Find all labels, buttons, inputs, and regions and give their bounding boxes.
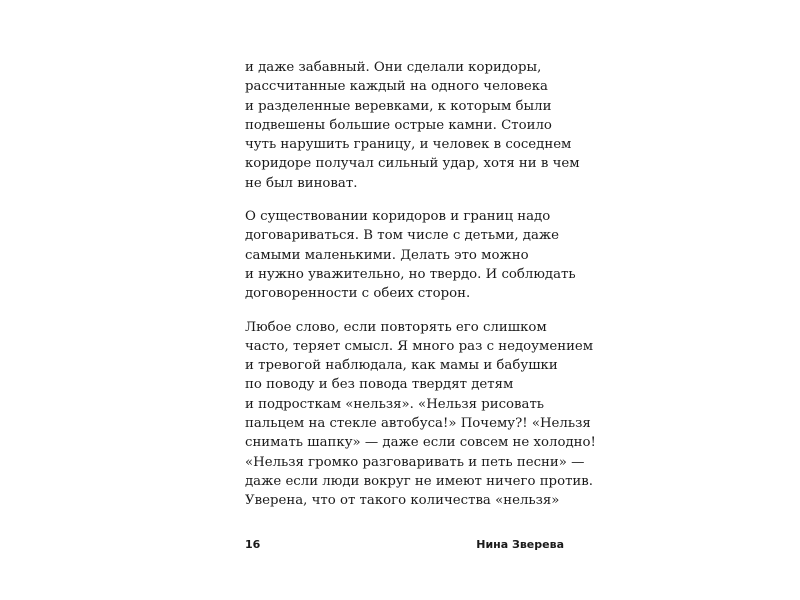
text-line: пальцем на стекле автобуса!» Почему?! «Нельзя — [245, 416, 591, 432]
text-line: коридоре получал сильный удар, хотя ни в чем — [245, 156, 580, 172]
text-line: Любое слово, если повторять его слишком — [245, 319, 547, 335]
author-name: Нина Зверева — [476, 538, 564, 551]
text-line: чуть нарушить границу, и человек в соседнем — [245, 137, 572, 153]
text-line: и даже забавный. Они сделали коридоры, — [245, 60, 542, 75]
text-line: Уверена, что от такого количества «нельзя» — [245, 493, 560, 509]
text-line: даже если люди вокруг не имеют ничего против. — [245, 473, 594, 489]
text-line: договариваться. В том числе с детьми, даже — [245, 228, 560, 244]
text-line: часто, теряет смысл. Я много раз с недоумением — [245, 338, 594, 354]
text-line: по поводу и без повода твердят детям — [245, 377, 514, 393]
text-line: снимать шапку» — даже если совсем не холодно! — [245, 435, 596, 451]
text-line: и тревогой наблюдала, как мамы и бабушки — [245, 358, 558, 374]
text-line: рассчитанные каждый на одного человека — [245, 79, 548, 95]
paragraph-2 — [245, 207, 575, 303]
text-line: не был виноват. — [245, 175, 358, 191]
text-line: самыми маленькими. Делать это можно — [245, 247, 529, 263]
text-line: О существовании коридоров и границ надо — [245, 209, 551, 225]
text-line: и нужно уважительно, но твердо. И соблюдать — [245, 266, 576, 282]
body-text — [245, 58, 596, 525]
text-line: «Нельзя громко разговаривать и петь песни» — — [245, 454, 585, 470]
text-line: договоренности с обеих сторон. — [245, 286, 471, 302]
text-line: подвешены большие острые камни. Стоило — [245, 117, 552, 133]
text-line: и разделенные веревками, к которым были — [245, 98, 552, 114]
paragraph-1 — [245, 58, 580, 193]
text-line: и подросткам «нельзя». «Нельзя рисовать — [245, 396, 545, 412]
page-number: 16 — [245, 538, 261, 551]
paragraph-3 — [245, 318, 596, 511]
